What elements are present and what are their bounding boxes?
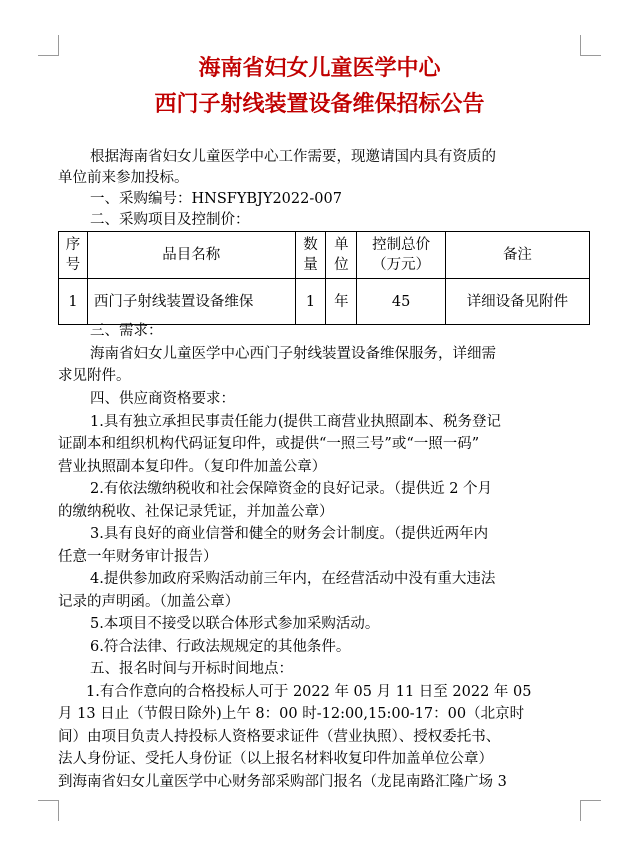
section4-line: 4.提供参加政府采购活动前三年内，在经营活动中没有重大违法 xyxy=(90,571,496,587)
section4-line: 记录的声明函。（加盖公章） xyxy=(58,594,240,610)
header-price-2: （万元） xyxy=(372,257,431,273)
header-price-1: 控制总价 xyxy=(372,237,431,253)
header-price xyxy=(357,232,446,279)
table-row xyxy=(59,279,590,325)
header-seq-1: 序 xyxy=(65,237,81,253)
section4-line: 2.有依法缴纳税收和社会保障资金的良好记录。（提供近 2 个月 xyxy=(90,481,493,497)
section4-line: 3.具有良好的商业信誉和健全的财务会计制度。（提供近两年内 xyxy=(90,526,489,542)
crop-mark-top-right xyxy=(580,35,601,56)
header-qty-2: 量 xyxy=(303,257,318,273)
section5-line: 法人身份证、受托人身份证（以上报名材料收复印件加盖单位公章） xyxy=(58,751,493,767)
section4-line: 1.具有独立承担民事责任能力(提供工商营业执照副本、税务登记 xyxy=(90,414,501,430)
crop-mark-bottom-left xyxy=(38,800,59,821)
header-name: 品目名称 xyxy=(87,232,295,279)
procurement-code-line xyxy=(58,189,584,209)
header-unit xyxy=(326,232,357,279)
intro-line2: 单位前来参加投标。 xyxy=(58,170,189,186)
header-seq xyxy=(59,232,88,279)
section5-line: 月 13 日止（节假日除外)上午 8：00 时-12:00,15:00-17：00（北京时 xyxy=(58,706,525,722)
table-header-row xyxy=(59,232,590,279)
intro-line1 xyxy=(58,147,584,167)
section5-line: 间）由项目负责人持投标人资格要求证件（营业执照）、授权委托书、 xyxy=(58,729,501,745)
section4-line: 6.符合法律、行政法规规定的其他条件。 xyxy=(90,639,351,655)
section3-line1: 海南省妇女儿童医学中心西门子射线装置设备维保服务，详细需 xyxy=(90,346,496,362)
procurement-code: HNSFYBJY2022-007 xyxy=(191,191,342,207)
section4-heading: 四、供应商资格要求： xyxy=(90,391,235,407)
document-title-line1: 海南省妇女儿童医学中心 xyxy=(198,55,441,81)
header-seq-2: 号 xyxy=(65,257,81,273)
section5-line: 1.有合作意向的合格投标人可于 2022 年 05 月 11 日至 2022 年 05 xyxy=(86,684,532,700)
section4-line: 5.本项目不接受以联合体形式参加采购活动。 xyxy=(90,616,380,632)
section3-heading: 三、需求： xyxy=(90,323,163,339)
intro-text-1: 根据海南省妇女儿童医学中心工作需要，现邀请国内具有资质的 xyxy=(90,149,496,165)
header-unit-1: 单 xyxy=(334,237,349,253)
section4-line: 营业执照副本复印件。（复印件加盖公章） xyxy=(58,459,327,475)
section4-line: 任意一年财务审计报告） xyxy=(58,549,218,565)
header-unit-2: 位 xyxy=(334,257,349,273)
procurement-code-label: 一、采购编号： xyxy=(90,191,192,207)
section5-line: 到海南省妇女儿童医学中心财务部采购部门报名（龙昆南路汇隆广场 3 xyxy=(58,774,507,790)
section3-line2: 求见附件。 xyxy=(58,368,131,384)
cell-name: 西门子射线装置设备维保 xyxy=(87,279,295,325)
cell-qty: 1 xyxy=(295,279,326,325)
header-qty xyxy=(295,232,326,279)
document-title-line2: 西门子射线装置设备维保招标公告 xyxy=(154,91,485,117)
section4-line: 证副本和组织机构代码证复印件，或提供“一照三号”或“一照一码” xyxy=(58,436,480,452)
section5-heading: 五、报名时间与开标时间地点： xyxy=(90,661,293,677)
cell-seq: 1 xyxy=(59,279,88,325)
header-remark: 备注 xyxy=(445,232,589,279)
header-qty-1: 数 xyxy=(303,237,318,253)
section2-heading: 二、采购项目及控制价： xyxy=(90,212,250,228)
section4-line: 的缴纳税收、社保记录凭证，并加盖公章） xyxy=(58,504,334,520)
cell-remark: 详细设备见附件 xyxy=(445,279,589,325)
crop-mark-bottom-right xyxy=(580,800,601,821)
cell-price: 45 xyxy=(357,279,446,325)
cell-unit: 年 xyxy=(326,279,357,325)
procurement-items-table xyxy=(58,231,590,325)
crop-mark-top-left xyxy=(38,35,59,56)
